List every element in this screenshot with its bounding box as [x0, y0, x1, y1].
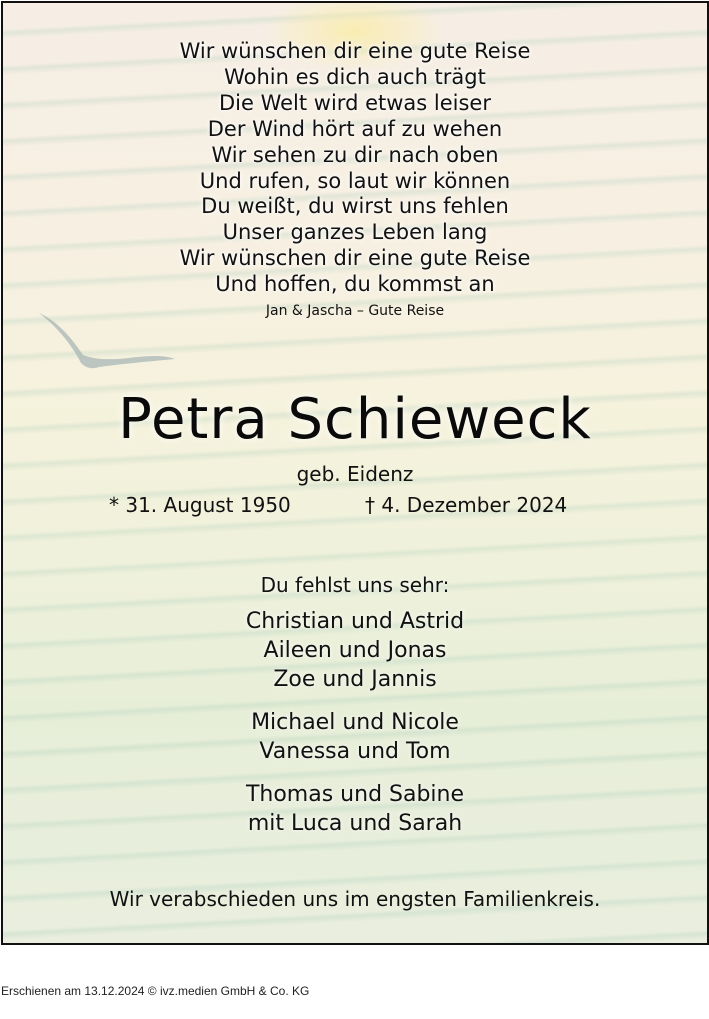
poem — [3, 39, 707, 298]
obituary-notice — [1, 1, 709, 945]
poem-line: Wir wünschen dir eine gute Reise — [179, 39, 531, 63]
publication-footer: Erschienen am 13.12.2024 © ivz.medien GmbH & Co. KG — [1, 984, 310, 998]
mourner-line: Christian und Astrid — [245, 609, 465, 634]
poem-line: Wohin es dich auch trägt — [224, 64, 486, 89]
mourners — [3, 571, 707, 852]
mourner-group — [3, 708, 707, 766]
poem-line: Wir sehen zu dir nach oben — [211, 142, 499, 167]
birth-date: * 31. August 1950 — [109, 493, 291, 517]
poem-line: Wir wünschen dir eine gute Reise — [179, 246, 531, 271]
mourner-group — [3, 780, 707, 838]
mourner-line: Zoe und Jannis — [273, 667, 437, 692]
poem-credit: Jan & Jascha – Gute Reise — [265, 303, 445, 319]
mourner-line: Aileen und Jonas — [263, 638, 447, 663]
poem-line: Der Wind hört auf zu wehen — [207, 116, 503, 141]
poem-line: Du weißt, du wirst uns fehlen — [201, 194, 509, 219]
closing-note: Wir verabschieden uns im engsten Familienkreis. — [109, 887, 601, 911]
mourner-line: Thomas und Sabine — [245, 782, 465, 807]
poem-line: Unser ganzes Leben lang — [222, 220, 488, 245]
poem-line: Die Welt wird etwas leiser — [219, 90, 491, 115]
mourner-group — [3, 607, 707, 694]
poem-line: Und hoffen, du kommst an — [215, 272, 495, 297]
death-date: † 4. Dezember 2024 — [365, 493, 568, 517]
maiden-name: geb. Eidenz — [296, 462, 414, 486]
mourners-intro: Du fehlst uns sehr: — [260, 573, 450, 597]
poem-line: Und rufen, so laut wir können — [199, 168, 511, 193]
mourner-line: Vanessa und Tom — [259, 739, 451, 764]
mourner-line: Michael und Nicole — [251, 710, 459, 735]
mourner-line: mit Luca und Sarah — [247, 811, 463, 836]
deceased-name: Petra Schieweck — [118, 387, 592, 452]
